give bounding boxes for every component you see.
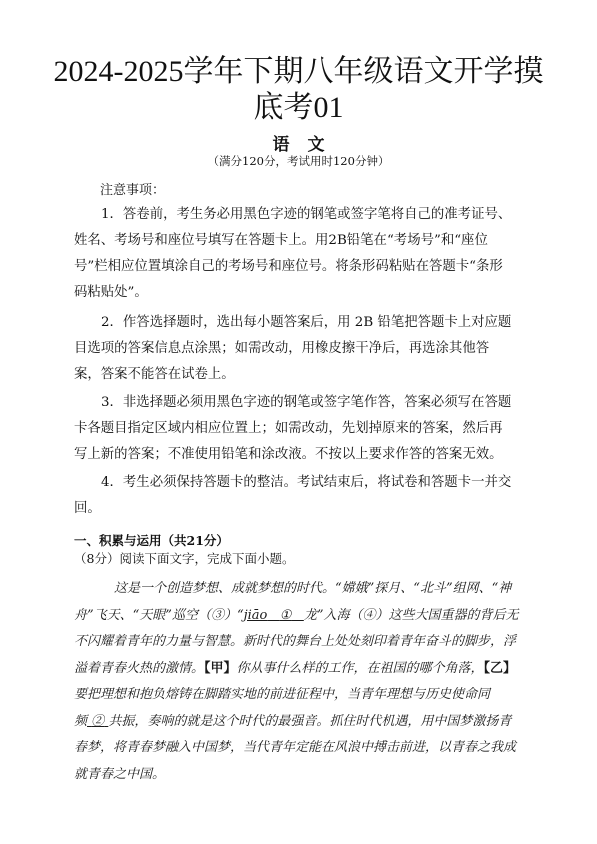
mark-yi: 【乙】 — [483, 660, 517, 676]
passage-text-1: 这是一个创造梦想、成就梦想的时代。“嫦娥”探月、“北斗”组网、“神舟”飞天、“天眼”巡空（③）“ — [74, 581, 512, 623]
passage-text-5: 共振，奏响的就是这个时代的最强音。抓住时代机遇，用中国梦激扬青春梦，将青春梦融入中国梦，当代青年定能在风浪中搏击前进，以青春之我成就青春之中国。 — [74, 713, 517, 782]
subject-heading: 语文 — [272, 135, 343, 155]
reading-passage — [74, 576, 524, 788]
passage-text-2: 龙”入海（④）这些大国重器的背后无不闪耀着青年的力量与智慧。新时代的舞台上处处刻印着青年奋斗的脚步，浮溢着青春火热的激情。 — [74, 607, 519, 676]
notice-item-1: 1．答卷前，考生务必用黑色字迹的钢笔或签字笔将自己的准考证号、姓名、考场号和座位号填写在答题卡上。用2B铅笔在“考场号”和“座位号”栏相应位置填涂自己的考场号和座位号。将条形码粘贴在答题卡“条形码粘贴处”。 — [74, 207, 512, 300]
passage-text-4: 要把理想和抱负熔铸在脚踏实地的前进征程中，当青年理想与历史使命同频 — [74, 687, 491, 729]
blank-2-marker: ② — [91, 713, 105, 729]
notice-item-2: 2．作答选择题时，选出每小题答案后，用 2B 铅笔把答题卡上对应题目选项的答案信息点涂黑；如需改动，用橡皮擦干净后，再选涂其他答案，答案不能答在试卷上。 — [74, 315, 512, 382]
pinyin-text: jiāo — [243, 607, 268, 623]
notice-heading: 注意事项： — [100, 183, 166, 198]
exam-title-line2: 底考01 — [253, 91, 344, 124]
notice-item-4: 4．考生必须保持答题卡的整洁。考试结束后，将试卷和答题卡一并交回。 — [74, 475, 512, 516]
blank-2 — [87, 714, 108, 729]
exam-title-line1: 2024-2025学年下期八年级语文开学摸 — [53, 55, 544, 88]
score-time-note: （满分120分，考试用时120分钟） — [207, 154, 390, 168]
pinyin-blank — [244, 608, 304, 623]
notice-item-3: 3．非选择题必须用黑色字迹的钢笔或签字笔作答，答案必须写在答题卡各题目指定区域内相应位置上；如需改动，先划掉原来的答案，然后再写上新的答案；不准使用铅笔和涂改液。不按以上要求作答的答案无效。 — [74, 395, 512, 462]
question-intro: （8分）阅读下面文字，完成下面小题。 — [74, 551, 295, 566]
mark-jia: 【甲】 — [204, 660, 237, 676]
blank-1-marker: ① — [279, 607, 292, 623]
passage-text-3: 你从事什么样的工作，在祖国的哪个角落， — [236, 660, 484, 676]
section-heading: 一、积累与运用（共21分） — [74, 533, 229, 548]
